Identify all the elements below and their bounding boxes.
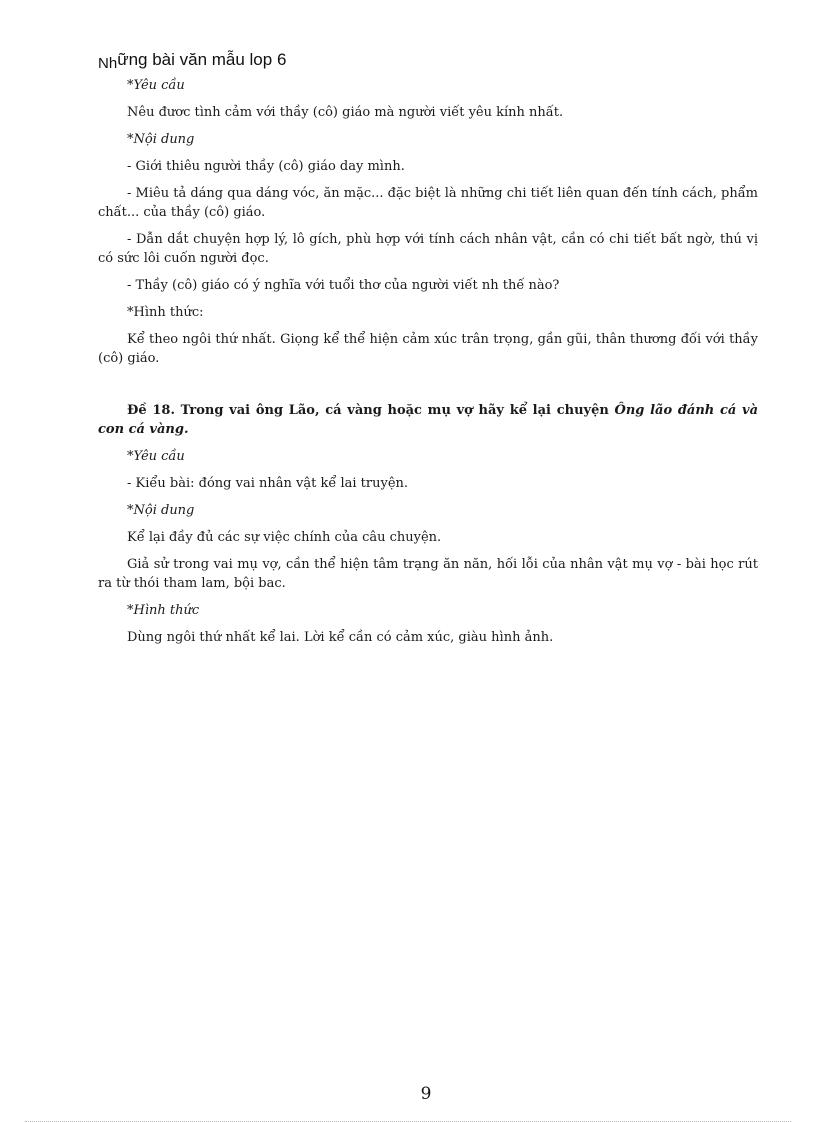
section2-hinh-thuc-text: Dùng ngôi thứ nhất kể lai. Lời kể cần có cảm xúc, giàu hình ảnh. <box>127 630 554 645</box>
page-bottom-divider <box>25 1121 791 1122</box>
document-body <box>98 76 758 655</box>
section2-hinh-thuc-label: *Hình thức <box>127 603 200 618</box>
section2-heading-bold: Đề 18. Trong vai ông Lão, cá vàng hoặc mụ vợ hãy kể lại chuyện <box>127 403 615 418</box>
section2-noi-dung-text-2: Giả sử trong vai mụ vợ, cần thể hiện tâm trạng ăn năn, hối lỗi của nhân vật mụ vợ - bài học rút ra từ thói tham lam, bội bac. <box>98 557 758 591</box>
section1-item-1: - Giới thiêu người thầy (cô) giáo day mình. <box>127 159 405 174</box>
section1-hinh-thuc-text: Kể theo ngôi thứ nhất. Giọng kể thể hiện cảm xúc trân trọng, gần gũi, thân thương đối với thầy (cô) giáo. <box>98 332 758 366</box>
section1-item-3: - Dẫn dắt chuyện hợp lý, lô gích, phù hợp với tính cách nhân vật, cần có chi tiết bất ngờ, thú vị có sức lôi cuốn người đọc. <box>98 232 758 266</box>
section1-item-4: - Thầy (cô) giáo có ý nghĩa với tuổi thơ của người viết nh thế nào? <box>127 278 560 293</box>
section2-yeu-cau-text: - Kiểu bài: đóng vai nhân vật kể lai truyện. <box>127 476 409 491</box>
section1-hinh-thuc-label: *Hình thức: <box>127 305 204 320</box>
page-number: 9 <box>420 1084 432 1104</box>
section2-noi-dung-text-1: Kể lại đầy đủ các sự việc chính của câu chuyện. <box>127 530 442 545</box>
section1-yeu-cau-label: *Yêu cầu <box>127 78 185 93</box>
section2-heading <box>98 401 758 439</box>
section2-noi-dung-label: *Nội dung <box>127 503 195 518</box>
section1-item-2: - Miêu tả dáng qua dáng vóc, ăn mặc... đặc biệt là những chi tiết liên quan đến tính cách, phẩm chất... của thầy (cô) giáo. <box>98 186 758 220</box>
header-title: ững bài văn mẫu lop 6 <box>117 50 287 69</box>
page-header <box>98 50 286 70</box>
section2-heading-italic: Ông lão đánh cá và con cá vàng. <box>98 403 759 437</box>
section-gap <box>98 376 758 401</box>
section1-noi-dung-label: *Nội dung <box>127 132 195 147</box>
section1-yeu-cau-text: Nêu đươc tình cảm với thầy (cô) giáo mà người viết yêu kính nhất. <box>127 105 564 120</box>
header-prefix: Nh <box>98 55 118 72</box>
section2-yeu-cau-label: *Yêu cầu <box>127 449 185 464</box>
